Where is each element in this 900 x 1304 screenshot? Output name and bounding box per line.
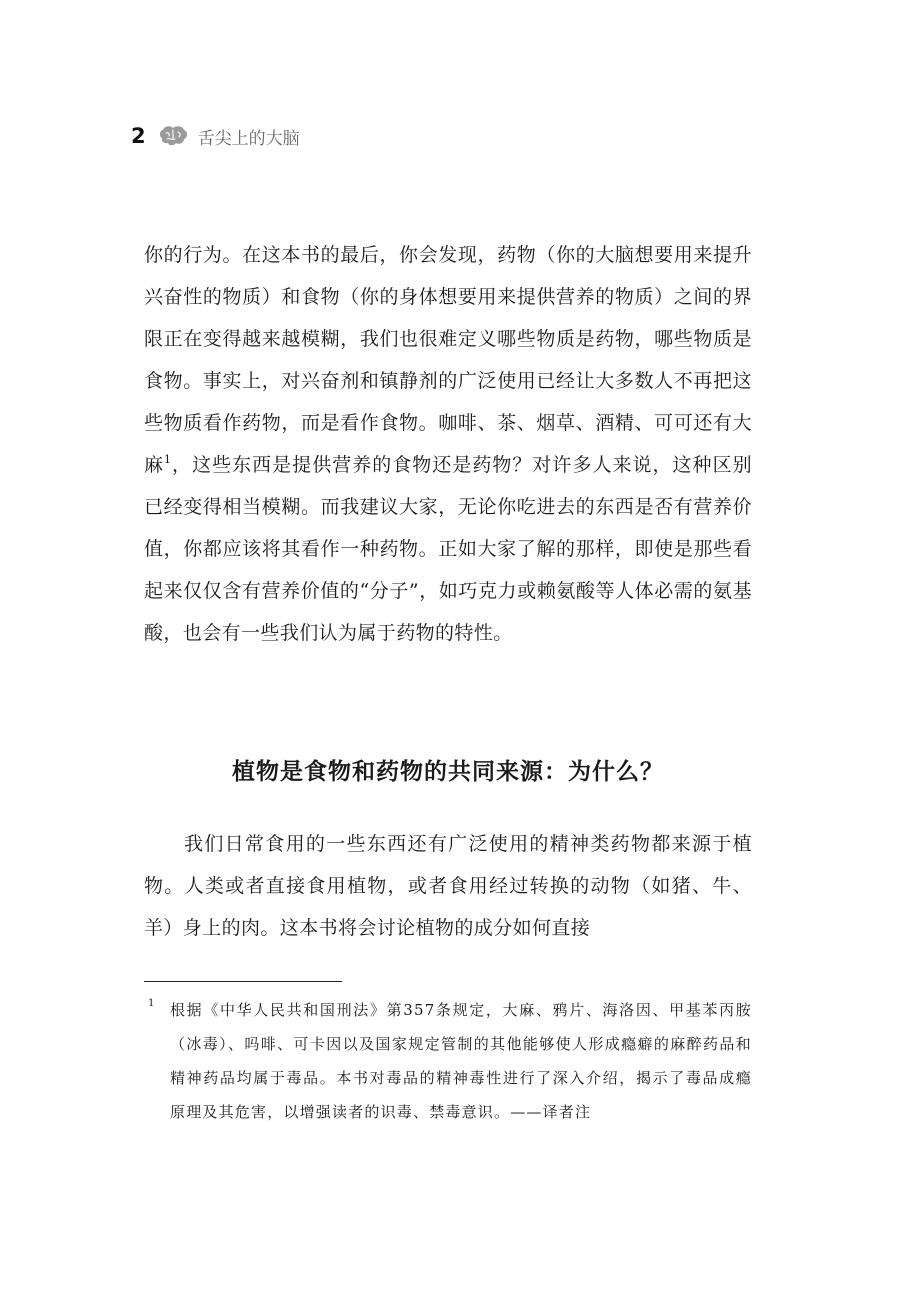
brain-icon	[158, 125, 188, 147]
paragraph-1	[144, 234, 752, 654]
footnote-marker: 1	[148, 998, 156, 1009]
page-number: 2	[131, 124, 146, 148]
paragraph-2: 我们日常食用的一些东西还有广泛使用的精神类药物都来源于植物。人类或者直接食用植物，或者食用经过转换的动物（如猪、牛、羊）身上的肉。这本书将会讨论植物的成分如何直接	[144, 833, 752, 939]
footnote-reference: 1	[164, 453, 172, 466]
footnote	[144, 993, 752, 1129]
section-heading: 植物是食物和药物的共同来源：为什么？	[232, 759, 664, 785]
paragraph-1-text-a: 你的行为。在这本书的最后，你会发现，药物（你的大脑想要用来提升兴奋性的物质）和食物（你的身体想要用来提供营养的物质）之间的界限正在变得越来越模糊，我们也很难定义哪些物质是药物，哪些物质是食物。事实上，对兴奋剂和镇静剂的广泛使用已经让大多数人不再把这些物质看作药物，而是看作食物。咖啡、茶、烟草、酒精、可可还有大麻	[144, 244, 752, 476]
footnote-text: 根据《中华人民共和国刑法》第357条规定，大麻、鸦片、海洛因、甲基苯丙胺（冰毒）、吗啡、可卡因以及国家规定管制的其他能够使人形成瘾癖的麻醉药品和精神药品均属于毒品。本书对毒品的精神毒性进行了深入介绍，揭示了毒品成瘾原理及其危害，以增强读者的识毒、禁毒意识。——译者注	[170, 1001, 752, 1121]
running-header	[131, 121, 300, 151]
paragraph-1-text-b: ，这些东西是提供营养的食物还是药物？对许多人来说，这种区别已经变得相当模糊。而我建议大家，无论你吃进去的东西是否有营养价值，你都应该将其看作一种药物。正如大家了解的那样，即使是那些看起来仅仅含有营养价值的“分子”，如巧克力或赖氨酸等人体必需的氨基酸，也会有一些我们认为属于药物的特性。	[144, 454, 752, 644]
footnote-divider	[144, 981, 342, 982]
book-title: 舌尖上的大脑	[197, 128, 300, 149]
